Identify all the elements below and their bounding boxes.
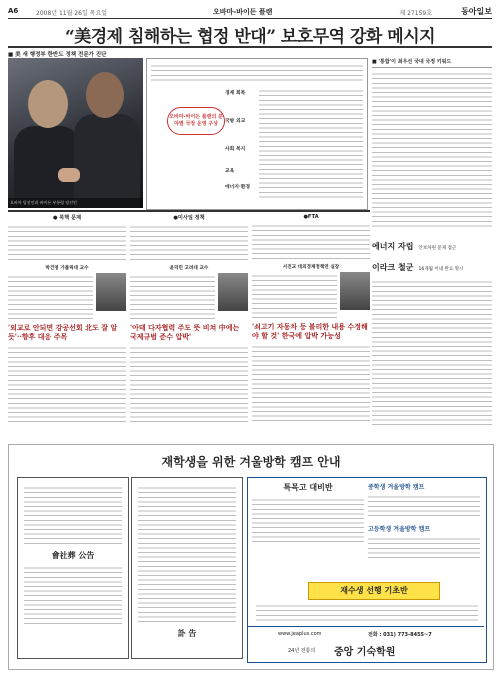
side-column-title: ■ '통합'이 최우선 국내 국정 키워드	[372, 58, 492, 68]
camp-advertisement	[8, 444, 494, 670]
section-label: ●미사일 정책	[173, 215, 205, 221]
obituary-notice	[17, 477, 129, 659]
side-highlight-2-sub: 16개월 이내 완료 명시	[418, 267, 464, 272]
section-label: ●FTA	[303, 214, 319, 220]
section-body-2	[130, 344, 248, 424]
contact-bar	[248, 626, 484, 661]
section-body	[252, 272, 337, 318]
retake-details	[256, 602, 478, 622]
side-column	[372, 58, 492, 428]
side-highlight-1-sub: 안보차원 문제 접근	[418, 246, 457, 251]
website: www.jeaplus.com	[278, 631, 322, 637]
side-highlight-2: 이라크 철군	[372, 262, 414, 272]
org-prefix: 24년 전통의	[288, 648, 316, 654]
subtitle-bar	[8, 46, 492, 58]
middle-camp-details	[368, 493, 480, 519]
photo-caption: 오바마 당선인과 바이든 부통령 당선인	[8, 198, 143, 208]
issue-date: 2008년 11월 26일 목요일	[36, 10, 108, 17]
expert-sections	[8, 210, 370, 444]
middle-camp	[368, 482, 480, 520]
policy-category: 에너지·환경	[225, 185, 250, 190]
page-number: A6	[8, 7, 19, 15]
section-label: ● 북핵 문제	[52, 215, 82, 221]
photo-figure-right	[74, 114, 140, 208]
policy-category: 국방 외교	[225, 119, 246, 124]
masthead	[8, 4, 492, 19]
side-highlight-1: 에너지 자립	[372, 241, 414, 251]
middle-camp-title: 중학생 겨울방학 캠프	[368, 484, 425, 491]
section-body-2	[8, 344, 126, 424]
section-intro	[252, 222, 370, 262]
high-camp-details	[368, 535, 480, 561]
section-quote: '아태 다자협력 주도 뜻 비쳐 中에는 국제규범 준수 압박'	[130, 323, 240, 341]
high-camp	[368, 524, 480, 562]
obituary-title: 會社葬 公告	[51, 550, 95, 560]
issue-number: 제 27159호	[399, 10, 432, 17]
expert-photo	[96, 273, 126, 311]
expert-name: 서진교 대외경제정책연 실장	[282, 265, 340, 270]
section-missile	[130, 212, 248, 442]
section-quote: '외교로 안되면 강공선회 北도 잘 알듯'··향후 대응 주목	[8, 323, 118, 341]
special-course-details	[252, 496, 364, 544]
main-headline: “美경제 침해하는 협정 반대” 보호무역 강화 메시지	[64, 27, 436, 47]
retake-banner: 재수생 선행 기초반	[308, 582, 440, 600]
expert-name: 윤덕민 고려대 교수	[169, 266, 209, 271]
side-column-body	[372, 70, 492, 230]
photo-face-right	[86, 72, 124, 118]
photo-face-left	[28, 80, 68, 128]
camp-panel	[247, 477, 487, 663]
funeral-notice	[131, 477, 243, 659]
policy-category: 경제 회복	[225, 91, 246, 96]
section-fta	[252, 212, 370, 442]
expert-photo	[218, 273, 248, 311]
policy-intro	[151, 62, 363, 82]
section-body	[130, 273, 215, 319]
policy-category: 교육	[225, 169, 235, 174]
special-course-title: 특목고 대비반	[283, 483, 333, 492]
section-quote: '쇠고기 자동차 등 불리한 내용 수정해야 할 것' 한국에 압박 가능성	[252, 322, 368, 340]
expert-photo	[340, 272, 370, 310]
section-intro	[8, 223, 126, 263]
funeral-title: 訃 告	[177, 628, 197, 638]
photo-handshake	[58, 168, 80, 182]
subtitle: ■ 美 새 행정부 한반도 정책 전문가 진단	[8, 52, 107, 58]
policy-graphic	[146, 58, 368, 210]
obituary-details	[24, 564, 122, 624]
policy-bubble: 오바마-바이든 플랜의 분야별 국정 운영 구상	[167, 107, 225, 135]
expert-name: 박건영 가톨릭대 교수	[45, 266, 89, 271]
high-camp-title: 고등학생 겨울방학 캠프	[368, 526, 431, 533]
org-name: 중앙 기숙학원	[334, 647, 396, 658]
funeral-text	[138, 484, 236, 624]
paper-logo: 동아일보	[461, 6, 492, 16]
section-nuclear	[8, 212, 126, 442]
photo-figure-left	[14, 126, 80, 208]
section-body-2	[252, 343, 370, 423]
side-column-body-2	[372, 278, 492, 428]
special-course	[252, 482, 364, 546]
ad-title: 재학생을 위한 겨울방학 캠프 안내	[161, 455, 341, 469]
obituary-text	[24, 484, 122, 544]
lead-photo	[8, 58, 143, 208]
policy-details	[259, 87, 363, 199]
policy-category: 사회 복지	[225, 147, 246, 152]
section-intro	[130, 223, 248, 263]
section-title: 오바마-바이든 플랜	[213, 8, 273, 16]
phone: 전화 : 031) 773-8455~7	[368, 632, 432, 638]
section-body	[8, 273, 93, 319]
